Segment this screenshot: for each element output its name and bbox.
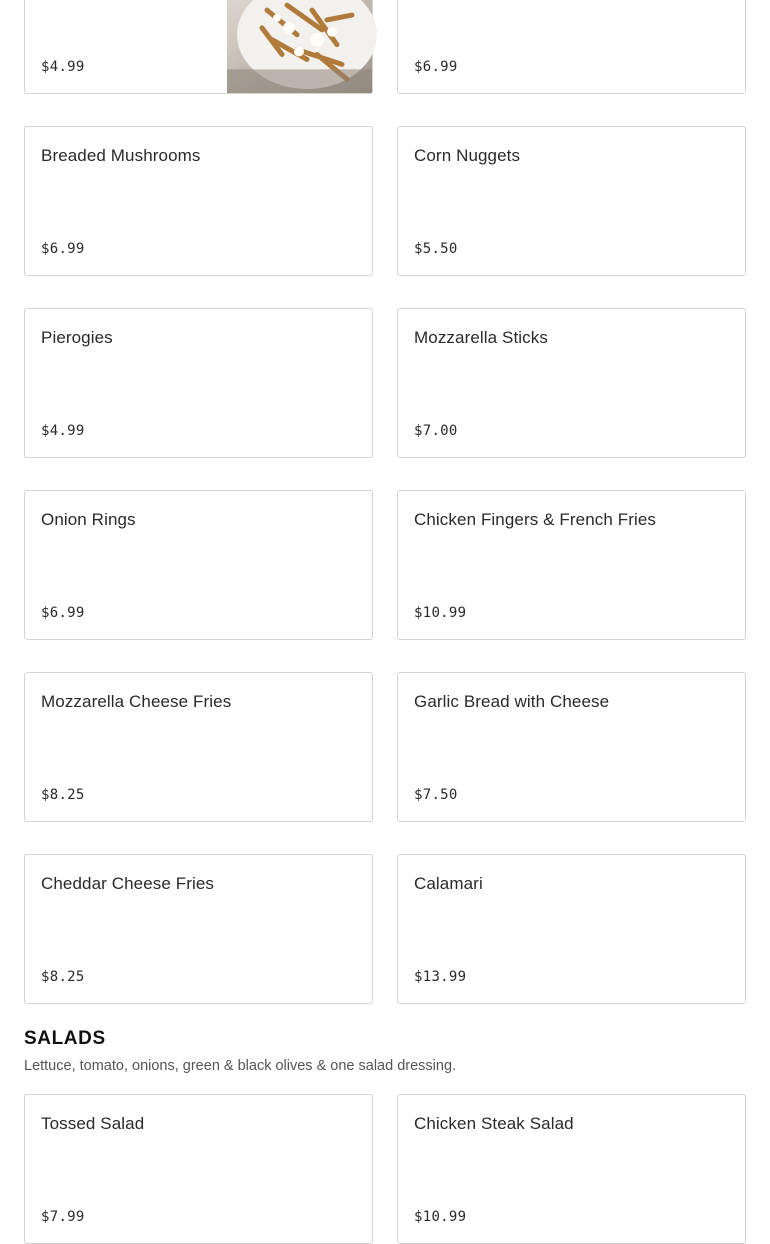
menu-item-card[interactable] [397,308,746,458]
section-title: SALADS [24,1028,106,1049]
menu-item-card[interactable] [397,854,746,1004]
menu-item-price: $5.50 [414,241,458,257]
menu-item-name: Tossed Salad [41,1114,145,1133]
menu-item-name: Pierogies [41,328,113,347]
menu-item-price: $4.99 [41,423,85,439]
menu-item-price: $10.99 [414,605,467,621]
menu-item-name: Chicken Fingers & French Fries [414,510,657,529]
menu-item-name: Cheddar Cheese Fries [41,874,215,893]
menu-item-price: $7.00 [414,423,458,439]
menu-item-price: $10.99 [414,1209,467,1225]
menu-item-price: $7.50 [414,787,458,803]
menu-item-card[interactable] [397,0,746,94]
menu-item-name: Breaded Mushrooms [41,146,201,165]
menu-item-card[interactable] [24,126,373,276]
menu-item-card[interactable] [24,854,373,1004]
menu-item-price: $8.25 [41,969,85,985]
menu-item-card[interactable] [397,1094,746,1244]
menu-item-name: Garlic Bread with Cheese [414,692,610,711]
menu-item-photo [227,0,372,93]
menu-item-card[interactable] [397,490,746,640]
menu-item-price: $8.25 [41,787,85,803]
menu-item-price: $6.99 [41,241,85,257]
menu-item-name: Mozzarella Cheese Fries [41,692,232,711]
menu-item-price: $4.99 [41,59,85,75]
menu-item-card[interactable] [24,490,373,640]
menu-item-card[interactable] [24,672,373,822]
menu-item-card[interactable] [397,672,746,822]
menu-item-name: Chicken Steak Salad [414,1114,574,1133]
menu-item-name: Corn Nuggets [414,146,521,165]
menu-item-name: Onion Rings [41,510,136,529]
menu-item-card[interactable] [397,126,746,276]
menu-item-name: Mozzarella Sticks [414,328,548,347]
menu-item-card[interactable] [24,0,373,94]
menu-item-card[interactable] [24,1094,373,1244]
menu-item-price: $6.99 [41,605,85,621]
menu-item-card[interactable] [24,308,373,458]
menu-item-price: $13.99 [414,969,467,985]
menu-item-price: $7.99 [41,1209,85,1225]
menu-item-name: Calamari [414,874,483,893]
menu-item-price: $6.99 [414,59,458,75]
section-description: Lettuce, tomato, onions, green & black olives & one salad dressing. [24,1058,457,1074]
